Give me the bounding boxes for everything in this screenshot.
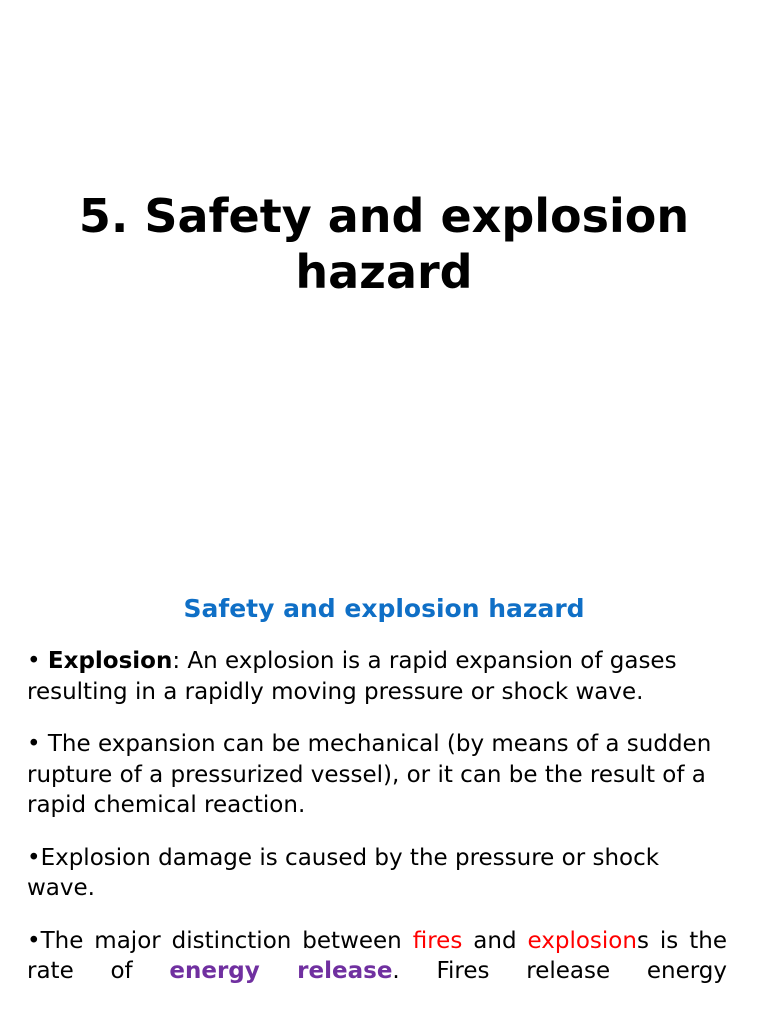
slide-title: 5. Safety and explosion hazard bbox=[78, 189, 690, 299]
bullet-list bbox=[27, 646, 727, 1009]
bullet-marker: • bbox=[27, 648, 48, 674]
definition-text: : An explosion is a rapid expansion of gases resulting in a rapidly moving pressure or shock wave. bbox=[27, 648, 677, 705]
term-explosion: Explosion bbox=[47, 648, 173, 674]
bullet-damage: •Explosion damage is caused by the pressure or shock wave. bbox=[27, 844, 660, 901]
distinction-text-1: •The major distinction between bbox=[27, 927, 413, 954]
distinction-text-4: . Fires release energy bbox=[392, 958, 727, 984]
highlight-energy-release: energy release bbox=[169, 958, 393, 984]
bullet-explosion-definition bbox=[27, 646, 727, 707]
highlight-fires: fires bbox=[412, 927, 463, 954]
content-slide bbox=[0, 560, 768, 1024]
highlight-explosion: explosion bbox=[527, 927, 637, 954]
content-slide-title: Safety and explosion hazard bbox=[183, 594, 585, 623]
distinction-text-2: and bbox=[462, 927, 528, 954]
distinction-text-3: s is the rate of bbox=[27, 927, 727, 984]
bullet-distinction bbox=[27, 926, 727, 987]
bullet-expansion: • The expansion can be mechanical (by means of a sudden rupture of a pressurized vessel), or it can be the result of a rapid chemical reaction. bbox=[27, 731, 712, 818]
